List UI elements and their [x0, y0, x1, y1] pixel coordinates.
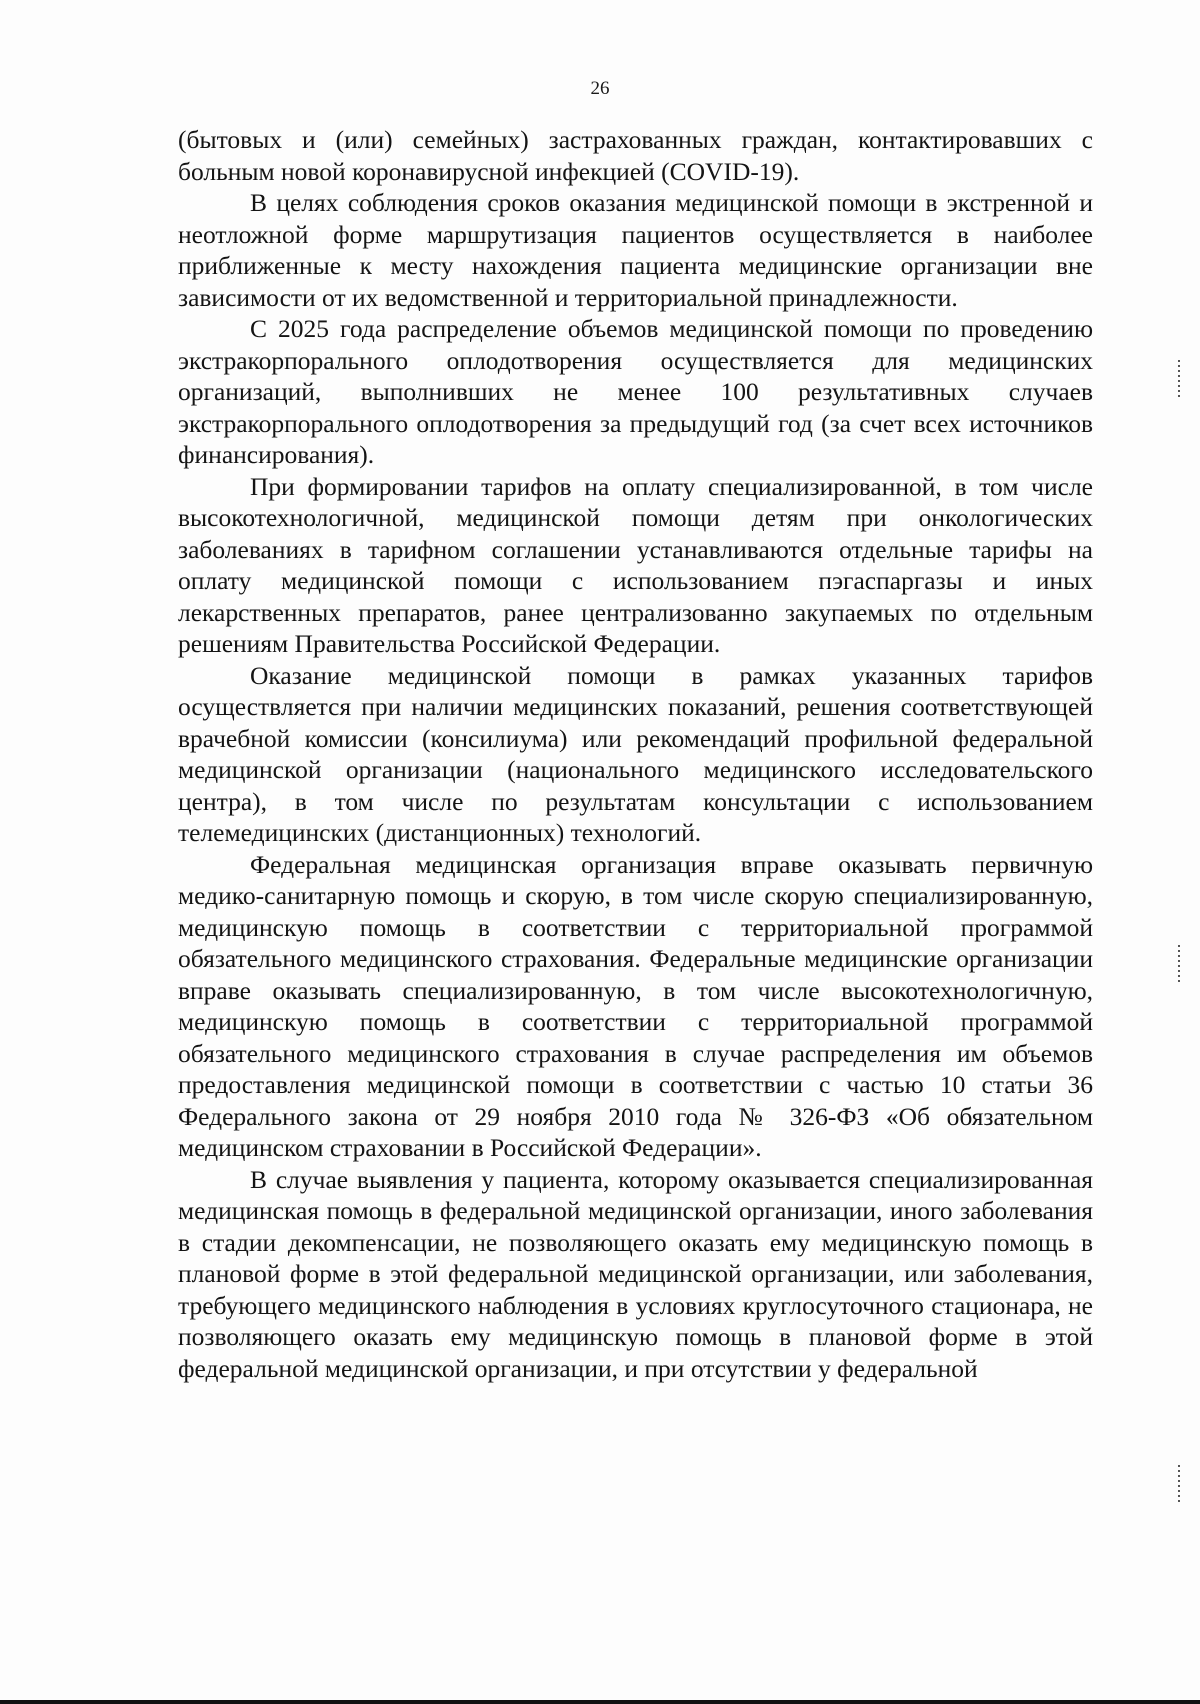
paragraph: В случае выявления у пациента, которому оказывается специализированная медицинская помощь в федеральной медицинской организации, иного заболевания в стадии декомпенсации, не позволяющего оказать ему медицинскую помощь в плановой форме в этой федеральной медицинской организации, или заболевания, требующего медицинского наблюдения в условиях круглосуточного стационара, не позволяющего оказать ему медицинскую помощь в плановой форме в этой федеральной медицинской организации, и при отсутствии у федеральной	[178, 1164, 1093, 1383]
page-number: 26	[590, 78, 610, 99]
paragraph: Оказание медицинской помощи в рамках указанных тарифов осуществляется при наличии медицинских показаний, решения соответствующей врачебной комиссии (консилиума) или рекомендаций профильной федеральной медицинской организации (национального медицинского исследовательского центра), в том числе по результатам консультации с использованием телемедицинских (дистанционных) технологий.	[178, 660, 1093, 847]
paragraph: Федеральная медицинская организация вправе оказывать первичную медико-санитарную помощь и скорую, в том числе скорую специализированную, медицинскую помощь в соответствии с территориальной программой обязательного медицинского страхования. Федеральные медицинские организации вправе оказывать специализированную, в том числе высокотехнологичную, медицинскую помощь в соответствии с территориальной программой обязательного медицинского страхования в случае распределения им объемов предоставления медицинской помощи в соответствии с частью 10 статьи 36 Федерального закона от 29 ноября 2010 года № 326-ФЗ «Об обязательном медицинском страховании в Российской Федерации».	[178, 849, 1093, 1162]
scan-artifact	[1178, 1465, 1180, 1505]
paragraph: В целях соблюдения сроков оказания медицинской помощи в экстренной и неотложной форме маршрутизация пациентов осуществляется в наиболее приближенные к месту нахождения пациента медицинские организации вне зависимости от их ведомственной и территориальной принадлежности.	[178, 188, 1093, 312]
paragraph: При формировании тарифов на оплату специализированной, в том числе высокотехнологичной, медицинской помощи детям при онкологических заболеваниях в тарифном соглашении устанавливаются отдельные тарифы на оплату медицинской помощи с использованием пэгаспаргазы и иных лекарственных препаратов, ранее централизованно закупаемых по отдельным решениям Правительства Российской Федерации.	[178, 471, 1093, 658]
paragraph: С 2025 года распределение объемов медицинской помощи по проведению экстракорпорального оплодотворения осуществляется для медицинских организаций, выполнивших не менее 100 результативных случаев экстракорпорального оплодотворения за предыдущий год (за счет всех источников финансирования).	[178, 314, 1093, 469]
paragraph: (бытовых и (или) семейных) застрахованных граждан, контактировавших с больным новой коронавирусной инфекцией (COVID-19).	[178, 125, 1093, 186]
document-body	[178, 124, 1093, 1384]
scan-artifact	[1178, 945, 1180, 985]
scan-bottom-edge	[0, 1700, 1200, 1704]
scan-artifact	[1178, 360, 1180, 398]
